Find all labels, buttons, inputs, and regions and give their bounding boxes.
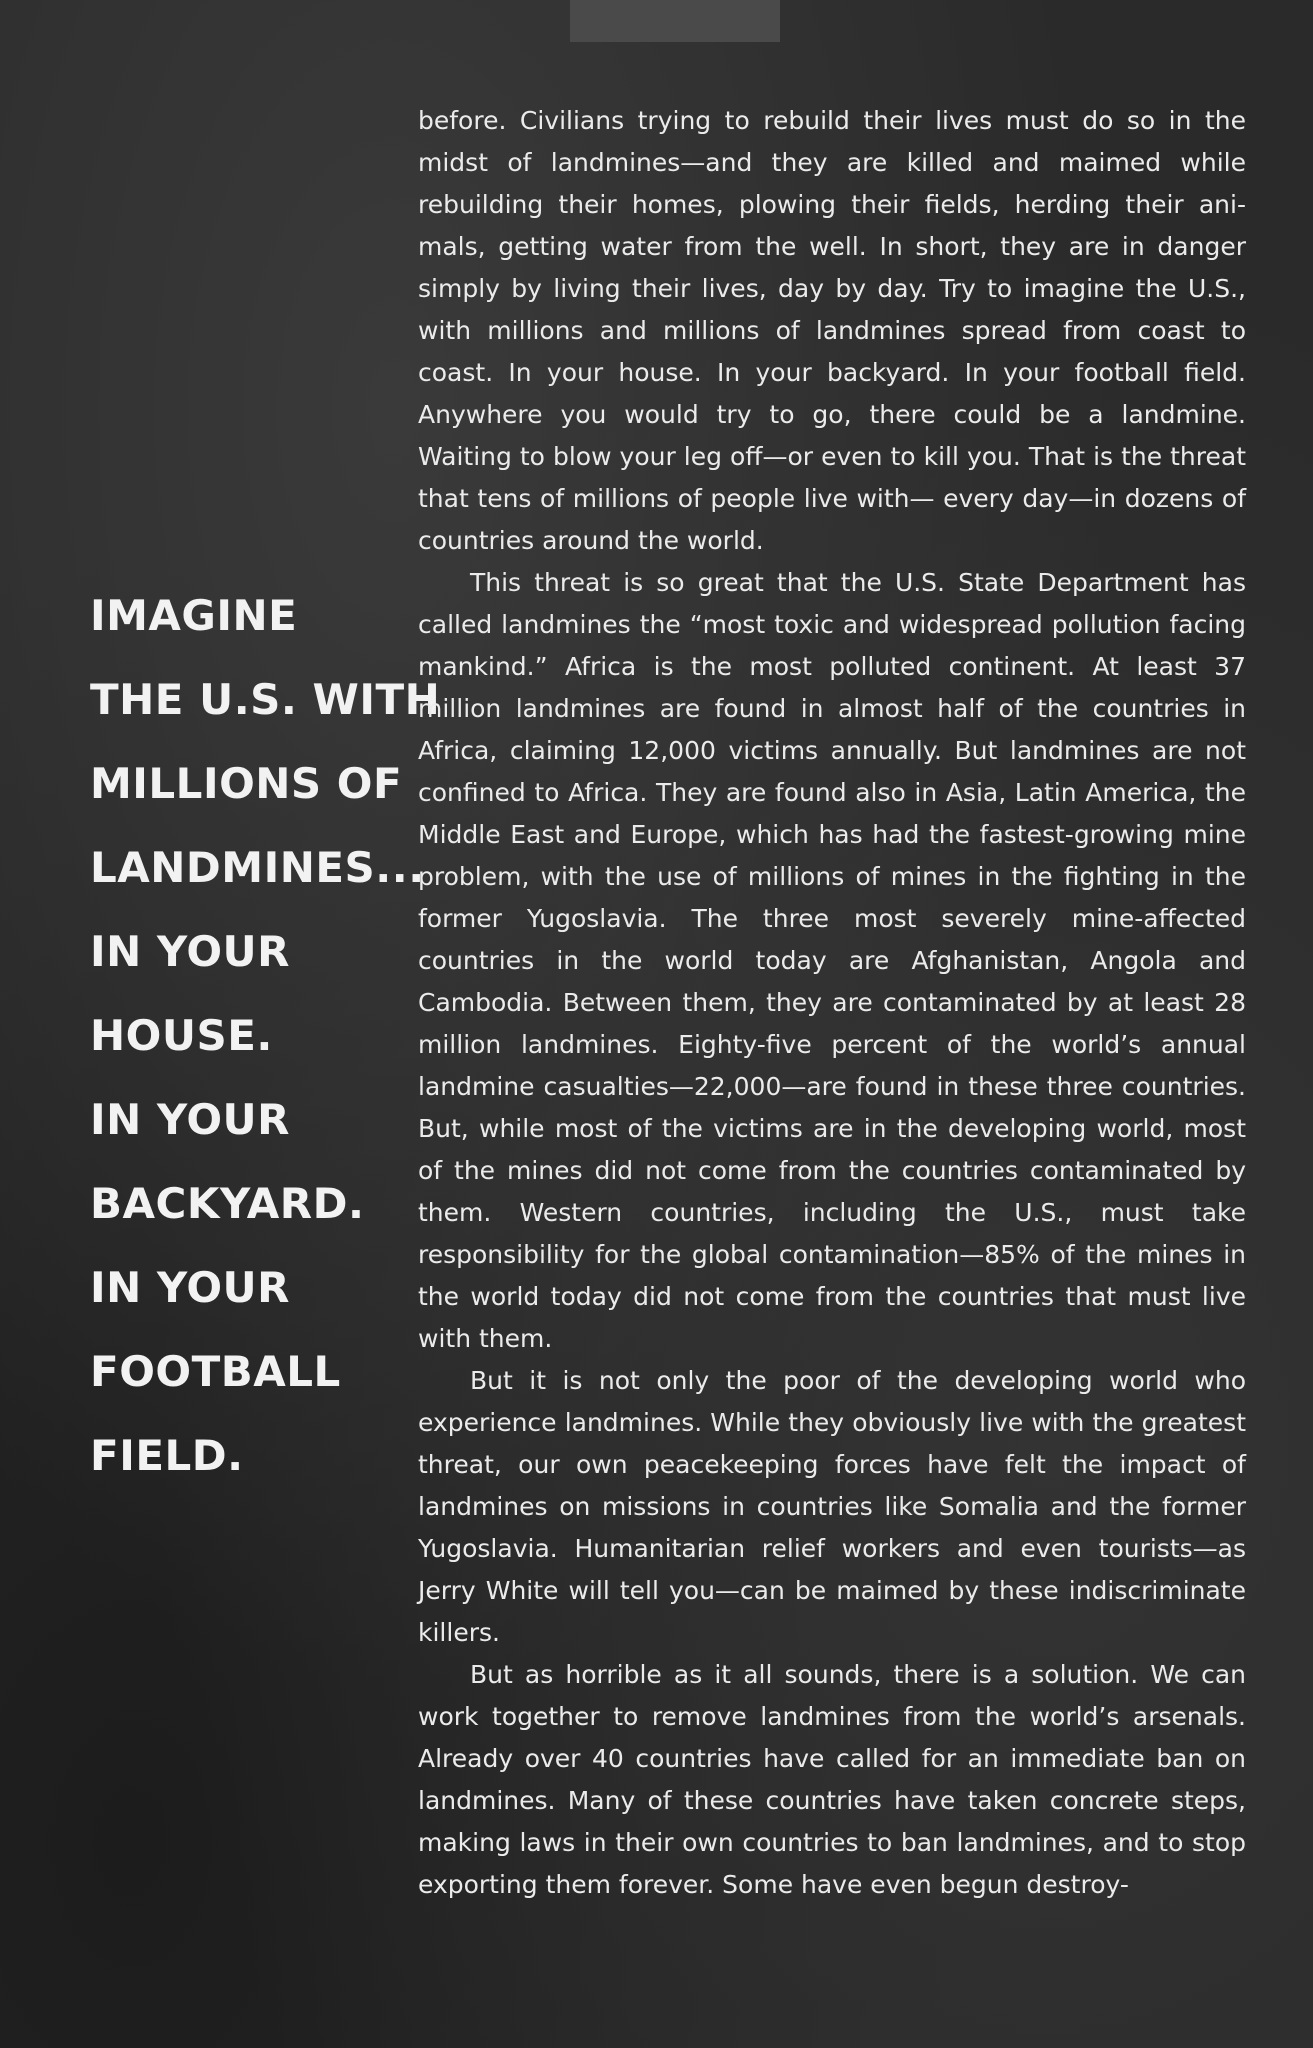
paragraph: This threat is so great that the U.S. State Department has called landmines the “most toxic and widespread pollution facing mankind.” Africa is the most polluted continent. At least 37 million landmines are found in almost half of the countries in Africa, claiming 12,000 victims annually. But landmines are not confined to Africa. They are found also in Asia, Latin America, the Middle East and Europe, which has had the fastest-growing mine problem, with the use of millions of mines in the fighting in the former Yugoslavia. The three most severely mine-affected countries in the world today are Afghanistan, Angola and Cambodia. Between them, they are contaminated by at least 28 million landmines. Eighty-five percent of the world’s annual landmine casualties—22,000—are found in these three countries. But, while most of the victims are in the developing world, most of the mines did not come from the countries contaminated by them. Western countries, including the U.S., must take responsibility for the global contamination—85% of the mines in the world today did not come from the countries that must live with them.: [418, 568, 1246, 1353]
headline-line: FOOTBALL: [90, 1347, 341, 1396]
headline-line: IN YOUR: [90, 927, 290, 976]
headline-line: LANDMINES...: [90, 843, 425, 892]
paragraph: But as horrible as it all sounds, there is a solution. We can work together to remove landmines from the world’s arsenals. Already over 40 countries have called for an immediate ban on landmines. Many of these countries have taken concrete steps, making laws in their own countries to ban landmines, and to stop exporting them forever. Some have even begun destroy-: [418, 1660, 1246, 1899]
headline-line: MILLIONS OF: [90, 759, 403, 808]
headline-line: FIELD.: [90, 1431, 244, 1480]
headline-line: IN YOUR: [90, 1263, 290, 1312]
paragraph: before. Civilians trying to rebuild their lives must do so in the midst of landmines—and they are killed and maimed while rebuilding their homes, plowing their fields, herding their animals, getting water from the well. In short, they are in danger simply by living their lives, day by day. Try to imagine the U.S., with millions and millions of landmines spread from coast to coast. In your house. In your backyard. In your football field. Anywhere you would try to go, there could be a landmine. Waiting to blow your leg off—or even to kill you. That is the threat that tens of millions of people live with— every day—in dozens of countries around the world.: [418, 106, 1246, 555]
headline: [90, 574, 441, 1498]
headline-line: IN YOUR: [90, 1095, 290, 1144]
body-text: [418, 100, 1246, 1906]
headline-line: THE U.S. WITH: [90, 675, 441, 724]
headline-line: BACKYARD.: [90, 1179, 365, 1228]
headline-line: HOUSE.: [90, 1011, 273, 1060]
paragraph: But it is not only the poor of the developing world who experience landmines. While they obviously live with the greatest threat, our own peacekeeping forces have felt the impact of landmines on missions in countries like Somalia and the former Yugoslavia. Humanitarian relief workers and even tourists—as Jerry White will tell you—can be maimed by these indiscriminate killers.: [418, 1366, 1246, 1647]
headline-line: IMAGINE: [90, 591, 298, 640]
top-tab-mark: [570, 0, 780, 42]
